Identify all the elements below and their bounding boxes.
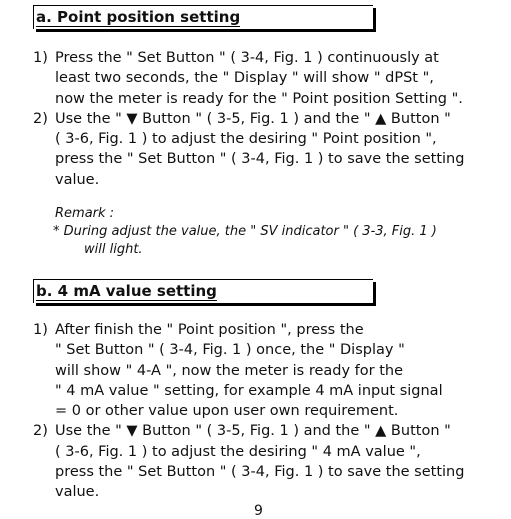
item-number: 2) [33, 423, 48, 440]
text-line: value. [55, 171, 100, 188]
text-line: " Set Button " ( 3-4, Fig. 1 ) once, the " Display " [55, 342, 405, 359]
text-line: ( 3-6, Fig. 1 ) to adjust the desiring " Point position ", [55, 131, 437, 148]
section-b-heading: b. 4 mA value setting [36, 282, 217, 300]
item-number: 1) [33, 322, 48, 338]
text-line: ( 3-6, Fig. 1 ) to adjust the desiring " 4 mA value ", [55, 443, 421, 460]
text-line: After finish the " Point position ", press the [55, 322, 364, 338]
section-b-list [33, 320, 503, 503]
text-line: Press the " Set Button " ( 3-4, Fig. 1 ) continuously at [55, 50, 439, 66]
text-line: now the meter is ready for the " Point position Setting ". [55, 90, 463, 107]
remark-block [55, 205, 475, 259]
page-number: 9 [254, 503, 263, 519]
text-line: press the " Set Button " ( 3-4, Fig. 1 ) to save the setting [55, 464, 465, 481]
section-a-item-2 [33, 109, 503, 190]
remark-line: will light. [84, 242, 143, 257]
section-b-item-2 [33, 421, 503, 502]
section-a-heading: a. Point position setting [36, 8, 241, 26]
text-line: Use the " ▼ Button " ( 3-5, Fig. 1 ) and the " ▲ Button " [55, 423, 451, 440]
text-line: " 4 mA value " setting, for example 4 mA input signal [55, 382, 443, 399]
text-line: press the " Set Button " ( 3-4, Fig. 1 ) to save the setting [55, 151, 465, 168]
text-line: least two seconds, the " Display " will show " dPSt ", [55, 70, 434, 87]
item-number: 1) [33, 50, 48, 66]
section-b-heading-box [33, 279, 373, 303]
section-a-item-1 [33, 48, 503, 109]
text-line: = 0 or other value upon user own requirement. [55, 403, 399, 420]
section-a-list [33, 48, 503, 190]
text-line: Use the " ▼ Button " ( 3-5, Fig. 1 ) and the " ▲ Button " [55, 110, 451, 127]
remark-title: Remark : [55, 206, 115, 221]
section-b-item-1 [33, 320, 503, 421]
item-number: 2) [33, 110, 48, 127]
remark-line: * During adjust the value, the " SV indicator " ( 3-3, Fig. 1 ) [53, 224, 437, 239]
section-a-heading-box [33, 5, 373, 29]
text-line: value. [55, 484, 100, 501]
text-line: will show " 4-A ", now the meter is ready for the [55, 362, 404, 379]
